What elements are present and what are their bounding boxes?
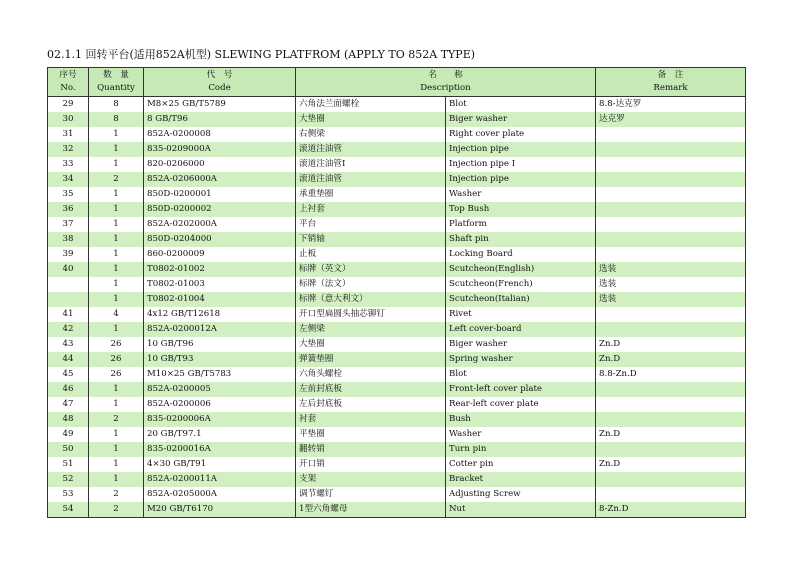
cell-no: 47 [48,397,89,412]
cell-name-en: Scutcheon(French) [446,277,596,292]
cell-qty: 1 [89,232,144,247]
cell-qty: 1 [89,187,144,202]
cell-code: 852A-0205000A [144,487,296,502]
cell-qty: 1 [89,292,144,307]
cell-remark: 选装 [596,262,746,277]
table-row [48,127,746,142]
cell-qty: 2 [89,487,144,502]
cell-name-en: Blot [446,97,596,113]
cell-no [48,277,89,292]
cell-no: 46 [48,382,89,397]
cell-code: M10×25 GB/T5783 [144,367,296,382]
cell-qty: 8 [89,97,144,113]
cell-code: 8 GB/T96 [144,112,296,127]
cell-name-en: Locking Board [446,247,596,262]
cell-name-en: Cotter pin [446,457,596,472]
cell-qty: 1 [89,442,144,457]
cell-code: T0802-01003 [144,277,296,292]
table-row [48,202,746,217]
cell-remark [596,217,746,232]
table-body [48,97,746,518]
cell-name-cn: 滚道注油管 [296,142,446,157]
cell-no: 32 [48,142,89,157]
header-no: 序号 No. [48,68,89,97]
table-row [48,247,746,262]
cell-no: 43 [48,337,89,352]
cell-remark: 选装 [596,292,746,307]
cell-name-en: Scutcheon(English) [446,262,596,277]
cell-remark [596,307,746,322]
cell-code: 850D-0200001 [144,187,296,202]
cell-name-cn: 调节螺钉 [296,487,446,502]
table-row [48,262,746,277]
cell-name-cn: 承重垫圈 [296,187,446,202]
cell-no: 41 [48,307,89,322]
cell-remark: Zn.D [596,457,746,472]
cell-name-en: Washer [446,187,596,202]
cell-no: 39 [48,247,89,262]
cell-name-en: Rivet [446,307,596,322]
table-row [48,367,746,382]
header-description: 名 称 Description [296,68,596,97]
cell-code: M8×25 GB/T5789 [144,97,296,113]
cell-code: 852A-0200008 [144,127,296,142]
cell-name-cn: 止板 [296,247,446,262]
cell-remark: 8-Zn.D [596,502,746,518]
cell-no: 49 [48,427,89,442]
table-row [48,292,746,307]
table-row [48,382,746,397]
table-row [48,307,746,322]
table-row [48,142,746,157]
cell-name-cn: 滚道注油管Ⅰ [296,157,446,172]
cell-code: 850D-0204000 [144,232,296,247]
cell-remark [596,397,746,412]
cell-remark [596,442,746,457]
cell-qty: 1 [89,472,144,487]
cell-qty: 1 [89,217,144,232]
cell-qty: 1 [89,157,144,172]
cell-remark: 选装 [596,277,746,292]
cell-name-en: Injection pipe Ⅰ [446,157,596,172]
cell-code: 850D-0200002 [144,202,296,217]
table-row [48,217,746,232]
cell-name-cn: 标牌（意大利文） [296,292,446,307]
cell-no: 44 [48,352,89,367]
cell-name-en: Biger washer [446,337,596,352]
cell-remark: Zn.D [596,427,746,442]
table-row [48,397,746,412]
page-title: 02.1.1 回转平台(适用852A机型) SLEWING PLATFROM (APPLY TO 852A TYPE) [47,48,476,61]
cell-no: 42 [48,322,89,337]
cell-remark [596,232,746,247]
cell-name-cn: 平台 [296,217,446,232]
cell-qty: 2 [89,412,144,427]
cell-qty: 26 [89,352,144,367]
cell-no: 33 [48,157,89,172]
cell-name-en: Injection pipe [446,142,596,157]
cell-remark: 8.8-达克罗 [596,97,746,113]
cell-code: 20 GB/T97.1 [144,427,296,442]
table-row [48,427,746,442]
cell-qty: 2 [89,502,144,518]
cell-name-cn: 左后封底板 [296,397,446,412]
cell-remark [596,157,746,172]
cell-remark [596,172,746,187]
cell-remark [596,247,746,262]
cell-name-en: Biger washer [446,112,596,127]
cell-remark: 8.8-Zn.D [596,367,746,382]
header-remark: 备 注 Remark [596,68,746,97]
cell-name-cn: 六角法兰面螺栓 [296,97,446,113]
cell-code: 835-0200016A [144,442,296,457]
cell-no: 54 [48,502,89,518]
cell-name-cn: 翻转销 [296,442,446,457]
cell-no: 37 [48,217,89,232]
cell-name-cn: 六角头螺栓 [296,367,446,382]
cell-code: 852A-0202000A [144,217,296,232]
cell-name-en: Scutcheon(Italian) [446,292,596,307]
cell-name-en: Shaft pin [446,232,596,247]
cell-qty: 1 [89,247,144,262]
cell-code: 4x12 GB/T12618 [144,307,296,322]
cell-remark [596,412,746,427]
table-row [48,457,746,472]
cell-no: 53 [48,487,89,502]
cell-code: 852A-0200005 [144,382,296,397]
table-row [48,277,746,292]
cell-name-en: Left cover-board [446,322,596,337]
cell-name-cn: 左侧梁 [296,322,446,337]
cell-qty: 1 [89,427,144,442]
cell-name-cn: 滚道注油管 [296,172,446,187]
cell-code: 852A-0206000A [144,172,296,187]
cell-code: 852A-0200012A [144,322,296,337]
cell-name-en: Platform [446,217,596,232]
table-row [48,112,746,127]
cell-name-cn: 下销轴 [296,232,446,247]
cell-name-en: Washer [446,427,596,442]
cell-remark: Zn.D [596,337,746,352]
cell-name-cn: 大垫圈 [296,112,446,127]
parts-table [47,67,746,518]
cell-qty: 26 [89,367,144,382]
table-row [48,157,746,172]
cell-name-cn: 开口销 [296,457,446,472]
cell-no: 38 [48,232,89,247]
cell-remark: Zn.D [596,352,746,367]
cell-qty: 1 [89,202,144,217]
cell-remark [596,187,746,202]
cell-name-cn: 平垫圈 [296,427,446,442]
table-row [48,412,746,427]
cell-no: 35 [48,187,89,202]
cell-code: 860-0200009 [144,247,296,262]
cell-code: 835-0209000A [144,142,296,157]
cell-no: 48 [48,412,89,427]
cell-no: 29 [48,97,89,113]
cell-code: 10 GB/T93 [144,352,296,367]
cell-qty: 26 [89,337,144,352]
table-header-row [48,68,746,97]
table-row [48,187,746,202]
cell-name-en: Bush [446,412,596,427]
table-row [48,97,746,113]
cell-name-en: Right cover plate [446,127,596,142]
cell-code: 852A-0200006 [144,397,296,412]
cell-qty: 4 [89,307,144,322]
cell-code: 4×30 GB/T91 [144,457,296,472]
table-row [48,472,746,487]
cell-qty: 1 [89,322,144,337]
cell-name-cn: 右侧梁 [296,127,446,142]
cell-remark [596,202,746,217]
table-row [48,322,746,337]
cell-name-cn: 标牌（法文） [296,277,446,292]
cell-qty: 1 [89,127,144,142]
table-row [48,352,746,367]
cell-remark [596,322,746,337]
cell-name-cn: 大垫圈 [296,337,446,352]
cell-remark [596,127,746,142]
cell-name-en: Front-left cover plate [446,382,596,397]
cell-name-cn: 弹簧垫圈 [296,352,446,367]
cell-no: 31 [48,127,89,142]
cell-qty: 1 [89,382,144,397]
cell-name-en: Rear-left cover plate [446,397,596,412]
table-row [48,232,746,247]
cell-name-en: Turn pin [446,442,596,457]
cell-qty: 1 [89,262,144,277]
cell-name-cn: 上衬套 [296,202,446,217]
cell-no [48,292,89,307]
cell-code: 852A-0200011A [144,472,296,487]
cell-name-en: Top Bush [446,202,596,217]
cell-code: T0802-01002 [144,262,296,277]
cell-code: 10 GB/T96 [144,337,296,352]
cell-remark [596,382,746,397]
cell-name-cn: 开口型扁圆头抽芯铆钉 [296,307,446,322]
cell-name-en: Injection pipe [446,172,596,187]
cell-name-cn: 1型六角螺母 [296,502,446,518]
cell-no: 51 [48,457,89,472]
table-row [48,442,746,457]
cell-name-cn: 衬套 [296,412,446,427]
cell-code: M20 GB/T6170 [144,502,296,518]
cell-no: 50 [48,442,89,457]
table-row [48,502,746,518]
cell-no: 34 [48,172,89,187]
cell-no: 30 [48,112,89,127]
cell-name-cn: 左前封底板 [296,382,446,397]
cell-name-en: Spring washer [446,352,596,367]
cell-name-en: Bracket [446,472,596,487]
cell-qty: 8 [89,112,144,127]
cell-qty: 2 [89,172,144,187]
cell-qty: 1 [89,277,144,292]
cell-no: 36 [48,202,89,217]
header-quantity: 数 量 Quantity [89,68,144,97]
cell-remark [596,487,746,502]
cell-name-en: Blot [446,367,596,382]
table-row [48,172,746,187]
cell-name-cn: 标牌（英文） [296,262,446,277]
cell-name-cn: 支架 [296,472,446,487]
cell-no: 52 [48,472,89,487]
cell-name-en: Nut [446,502,596,518]
table-row [48,337,746,352]
cell-remark: 达克罗 [596,112,746,127]
cell-no: 45 [48,367,89,382]
cell-name-en: Adjusting Screw [446,487,596,502]
cell-qty: 1 [89,457,144,472]
cell-no: 40 [48,262,89,277]
header-code: 代 号 Code [144,68,296,97]
cell-code: 835-0200006A [144,412,296,427]
cell-qty: 1 [89,397,144,412]
cell-remark [596,142,746,157]
cell-code: 820-0206000 [144,157,296,172]
cell-remark [596,472,746,487]
cell-code: T0802-01004 [144,292,296,307]
cell-qty: 1 [89,142,144,157]
table-row [48,487,746,502]
